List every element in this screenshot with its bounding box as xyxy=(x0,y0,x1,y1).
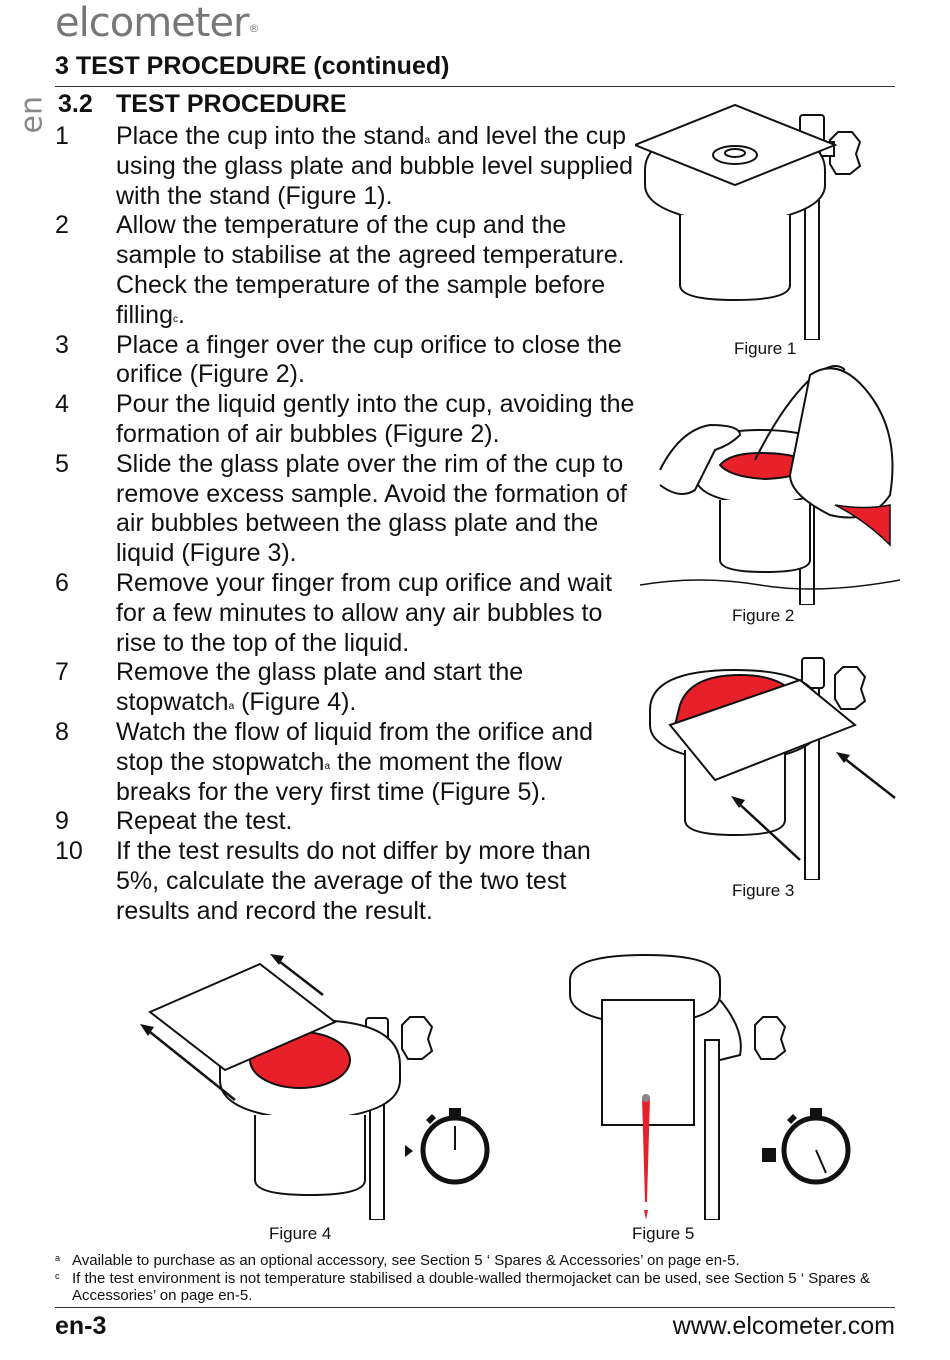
step-text-part: the moment the flow breaks for the very first time (Figure 5). xyxy=(116,747,563,806)
step-item xyxy=(55,569,635,658)
footnote-mark: c xyxy=(55,1270,60,1281)
step-item xyxy=(55,658,635,718)
step-number: 8 xyxy=(55,717,69,746)
footnote-ref: a xyxy=(228,701,235,713)
brand-name: elcometer xyxy=(55,0,249,46)
step-text-part: . xyxy=(177,300,185,329)
step-text-part: Watch the flow of liquid from the orifice and stop the stopwatch xyxy=(116,717,594,776)
figure-5-illustration xyxy=(560,945,860,1220)
step-number: 9 xyxy=(55,807,69,836)
step-text-part: Place the cup into the stand xyxy=(116,122,425,150)
step-text-part: Slide the glass plate over the rim of the cup to remove excess sample. Avoid the formation of air bubbles between the glass plate and the liquid (Figure 3). xyxy=(116,449,627,568)
step-text-part: Pour the liquid gently into the cup, avoiding the formation of air bubbles (Figure 2). xyxy=(116,390,635,448)
step-item xyxy=(55,837,635,926)
step-text xyxy=(116,718,635,807)
page-number: en-3 xyxy=(55,1312,107,1340)
figure-3-illustration xyxy=(640,650,900,880)
step-number: 3 xyxy=(55,330,69,359)
footnote-ref: c xyxy=(172,313,178,325)
section-header: 3 TEST PROCEDURE (continued) xyxy=(55,52,450,80)
step-text xyxy=(116,450,635,569)
step-item xyxy=(55,331,635,391)
language-tab: en xyxy=(14,96,50,134)
step-text xyxy=(116,658,635,718)
footnote xyxy=(55,1270,895,1305)
step-text-part: If the test results do not differ by more than 5%, calculate the average of the two test results and record the result. xyxy=(116,837,591,925)
figure-4-caption: Figure 4 xyxy=(269,1224,332,1243)
step-item xyxy=(55,390,635,450)
step-text-part: Remove your finger from cup orifice and wait for a few minutes to allow any air bubbles to rise to the top of the liquid. xyxy=(116,568,613,657)
figure-1-caption: Figure 1 xyxy=(734,339,797,358)
step-text xyxy=(116,807,635,837)
step-item xyxy=(55,122,635,211)
figure-4-illustration xyxy=(140,950,500,1220)
footnote-text: If the test environment is not temperature stabilised a double-walled thermojacket can be used, see Section 5 ‘ Spares & Accessories’ on page en-5. xyxy=(72,1269,870,1304)
step-text xyxy=(116,211,635,330)
step-text-part: (Figure 4). xyxy=(234,688,357,717)
step-text xyxy=(116,569,635,658)
header-rule xyxy=(55,86,895,87)
subsection-heading xyxy=(58,90,347,119)
brand-reg: ® xyxy=(248,22,259,35)
step-item xyxy=(55,450,635,569)
subsection-number: 3.2 xyxy=(58,90,93,118)
step-item xyxy=(55,718,635,807)
step-number: 2 xyxy=(55,211,69,240)
footnote-text: Available to purchase as an optional accessory, see Section 5 ‘ Spares & Accessories’ on page en-5. xyxy=(72,1252,740,1269)
step-number: 5 xyxy=(55,449,69,478)
step-text xyxy=(116,390,635,450)
footnote-ref: a xyxy=(424,135,431,146)
step-list xyxy=(55,122,635,927)
step-text xyxy=(116,331,635,391)
website-url[interactable]: www.elcometer.com xyxy=(672,1312,895,1340)
footnote xyxy=(55,1252,895,1270)
subsection-title: TEST PROCEDURE xyxy=(116,90,347,118)
footer-rule xyxy=(55,1307,895,1308)
step-number: 6 xyxy=(55,568,69,597)
step-text-part: Remove the glass plate and start the stopwatch xyxy=(116,658,524,717)
step-number: 4 xyxy=(55,390,69,419)
footnotes xyxy=(55,1252,895,1305)
figure-1-illustration xyxy=(635,100,915,340)
step-text-part: and level the cup using the glass plate and bubble level supplied with the stand (Figure 1). xyxy=(116,122,634,210)
figure-2-illustration xyxy=(640,365,900,605)
step-text-part: Place a finger over the cup orifice to close the orifice (Figure 2). xyxy=(116,330,622,389)
step-number: 10 xyxy=(55,837,83,866)
step-number: 1 xyxy=(55,122,69,150)
footnote-mark: a xyxy=(55,1253,61,1263)
figure-5-caption: Figure 5 xyxy=(632,1224,695,1243)
step-item xyxy=(55,807,635,837)
step-text-part: Allow the temperature of the cup and the sample to stabilise at the agreed temperature. Check the temperature of the sample before filling xyxy=(116,211,625,329)
figure-3-caption: Figure 3 xyxy=(732,881,795,900)
step-text-part: Repeat the test. xyxy=(116,807,293,836)
step-item xyxy=(55,211,635,330)
figure-2-caption: Figure 2 xyxy=(732,606,795,625)
elcometer-logo xyxy=(55,0,259,46)
step-text xyxy=(116,122,635,211)
step-text xyxy=(116,837,635,926)
footnote-ref: a xyxy=(324,760,331,772)
step-number: 7 xyxy=(55,658,69,687)
